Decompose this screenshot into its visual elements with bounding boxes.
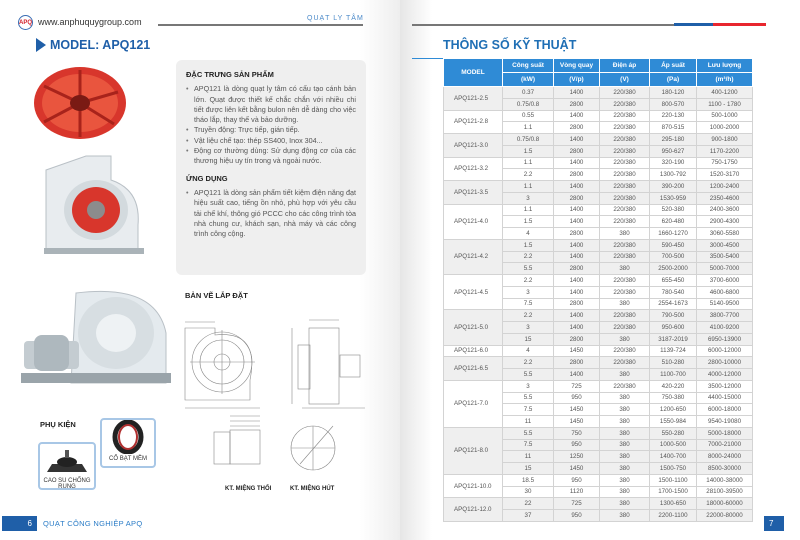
table-cell: 4100-9200 <box>697 322 753 334</box>
table-cell: 700-500 <box>650 251 697 263</box>
table-cell: 7.5 <box>503 404 554 416</box>
table-cell: 1450 <box>554 404 600 416</box>
rubber-mount-image <box>42 444 92 476</box>
table-cell: 14000-38000 <box>697 474 753 486</box>
table-cell: 220/380 <box>600 98 650 110</box>
table-cell: 0.37 <box>503 87 554 99</box>
table-cell: 220/380 <box>600 357 650 369</box>
table-cell: 2800 <box>554 228 600 240</box>
page-number-right: 7 <box>764 516 784 531</box>
table-cell: 1.1 <box>503 157 554 169</box>
table-cell: 1400 <box>554 110 600 122</box>
table-cell: 28100-39500 <box>697 486 753 498</box>
table-cell: 0.75/0.8 <box>503 134 554 146</box>
installation-drawing <box>180 310 370 410</box>
table-cell: 1400-700 <box>650 451 697 463</box>
column-header: Công suất <box>503 59 554 73</box>
table-cell: 220/380 <box>600 181 650 193</box>
model-cell: APQ121-3.0 <box>444 134 503 158</box>
table-cell: 220/380 <box>600 310 650 322</box>
table-cell: 550-280 <box>650 427 697 439</box>
table-cell: 1120 <box>554 486 600 498</box>
website-url: www.anphuquygroup.com <box>38 17 142 27</box>
fan-image-large <box>16 283 176 395</box>
table-cell: 7000-21000 <box>697 439 753 451</box>
play-triangle-icon <box>36 38 46 52</box>
table-cell: 380 <box>600 439 650 451</box>
table-cell: 380 <box>600 451 650 463</box>
spec-table <box>443 58 753 522</box>
table-cell: 180-120 <box>650 87 697 99</box>
table-cell: 520-380 <box>650 204 697 216</box>
table-cell: 380 <box>600 298 650 310</box>
table-cell: 2.2 <box>503 251 554 263</box>
application-item: • APQ121 là dòng sản phẩm tiết kiệm điện năng đạt hiệu suất cao, tiếng ồn nhỏ, phù hợp với yêu cầu tải chế khí, thông gió PCCC cho các công trình tòa nhà chung cư, khách sạn, nhà máy và các công trình công cộng. <box>186 188 356 239</box>
table-cell: 1700-1500 <box>650 486 697 498</box>
flex-connector-image <box>103 420 153 454</box>
table-cell: 2800 <box>554 122 600 134</box>
table-cell: 950-600 <box>650 322 697 334</box>
table-cell: 220/380 <box>600 192 650 204</box>
table-cell: 1400 <box>554 369 600 381</box>
table-cell: 2800 <box>554 357 600 369</box>
table-cell: 3 <box>503 380 554 392</box>
table-cell: 5.5 <box>503 369 554 381</box>
table-cell: 9540-19080 <box>697 416 753 428</box>
table-cell: 1100-700 <box>650 369 697 381</box>
table-cell: 0.55 <box>503 110 554 122</box>
feature-item: • Động cơ thường dùng: Sử dụng động cơ của các thương hiệu uy tín trong và ngoài nước. <box>186 146 356 167</box>
table-cell: 500-1000 <box>697 110 753 122</box>
table-cell: 1000-500 <box>650 439 697 451</box>
table-cell: 2.2 <box>503 357 554 369</box>
header-row <box>444 59 753 73</box>
table-cell: 220/380 <box>600 275 650 287</box>
table-cell: 3500-5400 <box>697 251 753 263</box>
table-cell: 390-200 <box>650 181 697 193</box>
table-cell: 1.1 <box>503 204 554 216</box>
table-cell: 4600-6800 <box>697 286 753 298</box>
table-cell: 1400 <box>554 134 600 146</box>
table-cell: 2800 <box>554 263 600 275</box>
table-cell: 5.5 <box>503 392 554 404</box>
table-cell: 220/380 <box>600 239 650 251</box>
table-cell: 1200-2400 <box>697 181 753 193</box>
table-cell: 750-1750 <box>697 157 753 169</box>
table-cell: 725 <box>554 380 600 392</box>
table-cell: 380 <box>600 474 650 486</box>
table-cell: 380 <box>600 427 650 439</box>
outlet-caption: KT. MIỆNG THỔI <box>225 486 272 492</box>
model-cell: APQ121-2.8 <box>444 110 503 134</box>
section-tag: QUẠT LY TÂM <box>307 15 364 22</box>
table-cell: 2.2 <box>503 310 554 322</box>
table-cell: 4400-15000 <box>697 392 753 404</box>
table-row <box>444 134 753 146</box>
table-cell: 1400 <box>554 310 600 322</box>
table-cell: 220/380 <box>600 169 650 181</box>
table-cell: 1.5 <box>503 145 554 157</box>
model-cell: APQ121-4.0 <box>444 204 503 239</box>
table-cell: 2800 <box>554 333 600 345</box>
table-cell: 1400 <box>554 216 600 228</box>
table-cell: 220-130 <box>650 110 697 122</box>
column-header: Vòng quay <box>554 59 600 73</box>
table-cell: 2.2 <box>503 169 554 181</box>
table-cell: 950-627 <box>650 145 697 157</box>
table-cell: 380 <box>600 369 650 381</box>
table-cell: 1400 <box>554 87 600 99</box>
table-cell: 1400 <box>554 251 600 263</box>
table-cell: 870-515 <box>650 122 697 134</box>
table-cell: 510-280 <box>650 357 697 369</box>
table-cell: 1550-984 <box>650 416 697 428</box>
table-cell: 2400-3600 <box>697 204 753 216</box>
table-cell: 220/380 <box>600 110 650 122</box>
table-cell: 1400 <box>554 322 600 334</box>
table-cell: 1300-792 <box>650 169 697 181</box>
table-cell: 2.2 <box>503 275 554 287</box>
table-cell: 1500-1100 <box>650 474 697 486</box>
table-row <box>444 157 753 169</box>
table-cell: 2800 <box>554 192 600 204</box>
table-cell: 950 <box>554 474 600 486</box>
table-cell: 11 <box>503 416 554 428</box>
table-cell: 900-1800 <box>697 134 753 146</box>
table-cell: 2800-10000 <box>697 357 753 369</box>
table-row <box>444 181 753 193</box>
table-cell: 1.5 <box>503 216 554 228</box>
table-cell: 400-1200 <box>697 87 753 99</box>
table-cell: 4 <box>503 345 554 357</box>
table-cell: 420-220 <box>650 380 697 392</box>
table-cell: 1139-724 <box>650 345 697 357</box>
table-cell: 37 <box>503 510 554 522</box>
table-cell: 220/380 <box>600 122 650 134</box>
applications-heading: ỨNG DỤNG <box>186 173 228 183</box>
table-cell: 5000-18000 <box>697 427 753 439</box>
table-cell: 320-190 <box>650 157 697 169</box>
table-cell: 5.5 <box>503 263 554 275</box>
table-cell: 2800 <box>554 298 600 310</box>
table-cell: 7.5 <box>503 439 554 451</box>
table-cell: 15 <box>503 333 554 345</box>
table-row <box>444 310 753 322</box>
table-cell: 800-570 <box>650 98 697 110</box>
table-cell: 380 <box>600 228 650 240</box>
table-cell: 380 <box>600 263 650 275</box>
table-cell: 3 <box>503 322 554 334</box>
model-cell: APQ121-3.2 <box>444 157 503 181</box>
spec-title: THÔNG SỐ KỸ THUẬT <box>443 38 577 52</box>
table-cell: 1520-3170 <box>697 169 753 181</box>
page-number-left: 6 <box>2 516 37 531</box>
footer-text: QUẠT CÔNG NGHIỆP APQ <box>43 519 143 528</box>
table-cell: 620-480 <box>650 216 697 228</box>
table-cell: 1450 <box>554 416 600 428</box>
model-cell: APQ121-4.2 <box>444 239 503 274</box>
table-cell: 2554-1673 <box>650 298 697 310</box>
table-cell: 380 <box>600 392 650 404</box>
table-row <box>444 239 753 251</box>
table-cell: 1.1 <box>503 122 554 134</box>
table-cell: 18000-60000 <box>697 498 753 510</box>
accessory-vibration-pad <box>38 442 96 490</box>
table-cell: 2800 <box>554 169 600 181</box>
table-cell: 1400 <box>554 157 600 169</box>
table-cell: 1400 <box>554 204 600 216</box>
model-cell: APQ121-10.0 <box>444 474 503 498</box>
table-cell: 2500-2000 <box>650 263 697 275</box>
column-unit: (Pa) <box>650 73 697 87</box>
table-cell: 220/380 <box>600 204 650 216</box>
table-cell: 380 <box>600 486 650 498</box>
feature-item: • Truyền động: Trực tiếp, gián tiếp. <box>186 125 356 135</box>
table-cell: 220/380 <box>600 380 650 392</box>
table-cell: 2350-4600 <box>697 192 753 204</box>
table-cell: 750-380 <box>650 392 697 404</box>
features-heading: ĐẶC TRƯNG SẢN PHẨM <box>186 70 274 79</box>
table-cell: 1400 <box>554 275 600 287</box>
table-cell: 1250 <box>554 451 600 463</box>
table-cell: 5000-7000 <box>697 263 753 275</box>
accessory-label: CAO SU CHỐNG RUNG <box>43 478 91 490</box>
table-cell: 1400 <box>554 181 600 193</box>
table-cell: 1170-2200 <box>697 145 753 157</box>
table-cell: 5.5 <box>503 427 554 439</box>
table-cell: 220/380 <box>600 322 650 334</box>
outlet-inlet-drawing <box>200 412 345 474</box>
table-row <box>444 204 753 216</box>
table-cell: 2800 <box>554 145 600 157</box>
table-cell: 2800 <box>554 98 600 110</box>
table-cell: 950 <box>554 510 600 522</box>
inlet-caption: KT. MIỆNG HÚT <box>290 486 335 492</box>
column-unit: (V) <box>600 73 650 87</box>
model-cell: APQ121-4.5 <box>444 275 503 310</box>
table-row <box>444 380 753 392</box>
table-cell: 8000-24000 <box>697 451 753 463</box>
spec-table-body <box>444 87 753 522</box>
table-cell: 3187-2019 <box>650 333 697 345</box>
table-cell: 1.5 <box>503 239 554 251</box>
model-cell: APQ121-2.5 <box>444 87 503 111</box>
table-row <box>444 427 753 439</box>
table-row <box>444 345 753 357</box>
model-cell: APQ121-5.0 <box>444 310 503 345</box>
table-cell: 5140-9500 <box>697 298 753 310</box>
header-accent-red <box>713 23 766 26</box>
logo-text: APQ <box>19 19 33 26</box>
table-cell: 3500-12000 <box>697 380 753 392</box>
table-row <box>444 110 753 122</box>
features-list <box>186 84 356 166</box>
table-cell: 1500-750 <box>650 463 697 475</box>
company-logo <box>18 15 33 30</box>
feature-item: • Vật liệu chế tạo: thép SS400, Inox 304... <box>186 136 356 146</box>
table-cell: 2900-4300 <box>697 216 753 228</box>
table-cell: 950 <box>554 439 600 451</box>
table-cell: 295-180 <box>650 134 697 146</box>
table-cell: 1.1 <box>503 181 554 193</box>
table-cell: 220/380 <box>600 157 650 169</box>
table-cell: 1200-650 <box>650 404 697 416</box>
table-cell: 8500-30000 <box>697 463 753 475</box>
header-accent-blue <box>674 23 713 26</box>
table-cell: 1300-650 <box>650 498 697 510</box>
accessory-flex-connector <box>100 418 156 468</box>
table-cell: 220/380 <box>600 286 650 298</box>
table-cell: 3000-4500 <box>697 239 753 251</box>
table-cell: 220/380 <box>600 345 650 357</box>
applications-list <box>186 188 356 239</box>
model-cell: APQ121-8.0 <box>444 427 503 474</box>
table-cell: 30 <box>503 486 554 498</box>
column-header: MODEL <box>444 59 503 87</box>
table-row <box>444 474 753 486</box>
drawing-heading: BẢN VẼ LẮP ĐẶT <box>185 291 248 300</box>
product-info-box <box>176 60 366 275</box>
table-cell: 1000-2000 <box>697 122 753 134</box>
column-unit: (kW) <box>503 73 554 87</box>
table-cell: 2200-1100 <box>650 510 697 522</box>
model-title: MODEL: APQ121 <box>50 38 151 52</box>
table-cell: 11 <box>503 451 554 463</box>
table-cell: 750 <box>554 427 600 439</box>
table-cell: 590-450 <box>650 239 697 251</box>
model-cell: APQ121-7.0 <box>444 380 503 427</box>
table-cell: 790-500 <box>650 310 697 322</box>
table-cell: 950 <box>554 392 600 404</box>
model-cell: APQ121-6.0 <box>444 345 503 357</box>
table-cell: 380 <box>600 416 650 428</box>
impeller-image <box>28 62 138 144</box>
table-cell: 1400 <box>554 239 600 251</box>
table-cell: 220/380 <box>600 134 650 146</box>
header-divider <box>158 24 363 26</box>
column-unit: (V/p) <box>554 73 600 87</box>
table-cell: 220/380 <box>600 145 650 157</box>
column-unit: (m³/h) <box>697 73 753 87</box>
table-cell: 780-540 <box>650 286 697 298</box>
table-cell: 1400 <box>554 286 600 298</box>
table-cell: 6950-13900 <box>697 333 753 345</box>
table-cell: 22 <box>503 498 554 510</box>
table-cell: 1450 <box>554 345 600 357</box>
table-cell: 3800-7700 <box>697 310 753 322</box>
table-cell: 4000-12000 <box>697 369 753 381</box>
model-cell: APQ121-12.0 <box>444 498 503 522</box>
accessories-heading: PHỤ KIỆN <box>40 420 76 429</box>
table-row <box>444 357 753 369</box>
table-row <box>444 498 753 510</box>
fan-image-small <box>26 150 156 262</box>
table-cell: 380 <box>600 463 650 475</box>
table-cell: 6000-12000 <box>697 345 753 357</box>
table-row <box>444 275 753 287</box>
table-cell: 220/380 <box>600 87 650 99</box>
table-cell: 220/380 <box>600 216 650 228</box>
table-cell: 1530-959 <box>650 192 697 204</box>
table-cell: 3700-6000 <box>697 275 753 287</box>
table-row <box>444 87 753 99</box>
table-cell: 0.75/0.8 <box>503 98 554 110</box>
table-cell: 220/380 <box>600 251 650 263</box>
column-header: Áp suất <box>650 59 697 73</box>
accessory-label: CỔ BẠT MỀM <box>109 456 147 462</box>
spec-table-header <box>444 59 753 87</box>
table-cell: 18.5 <box>503 474 554 486</box>
table-cell: 15 <box>503 463 554 475</box>
table-cell: 380 <box>600 404 650 416</box>
table-cell: 7.5 <box>503 298 554 310</box>
table-cell: 6000-18000 <box>697 404 753 416</box>
column-header: Lưu lượng <box>697 59 753 73</box>
model-cell: APQ121-3.5 <box>444 181 503 205</box>
table-cell: 3 <box>503 286 554 298</box>
table-cell: 1450 <box>554 463 600 475</box>
table-cell: 4 <box>503 228 554 240</box>
table-cell: 3060-5580 <box>697 228 753 240</box>
column-header: Điện áp <box>600 59 650 73</box>
table-cell: 22000-80000 <box>697 510 753 522</box>
table-cell: 1660-1270 <box>650 228 697 240</box>
table-cell: 655-450 <box>650 275 697 287</box>
model-cell: APQ121-6.5 <box>444 357 503 381</box>
table-cell: 725 <box>554 498 600 510</box>
header-divider <box>412 24 674 26</box>
table-cell: 380 <box>600 510 650 522</box>
feature-item: • APQ121 là dòng quạt ly tâm có cấu tạo cánh bản lớn. Quạt được thiết kế chắc chắn với nhiều chi tiết được liên kết bằng bulon nên dễ dàng cho việc tháo lắp, thay thế và bảo dưỡng. <box>186 84 356 125</box>
table-cell: 380 <box>600 333 650 345</box>
table-cell: 380 <box>600 498 650 510</box>
table-cell: 3 <box>503 192 554 204</box>
table-cell: 1100 - 1780 <box>697 98 753 110</box>
